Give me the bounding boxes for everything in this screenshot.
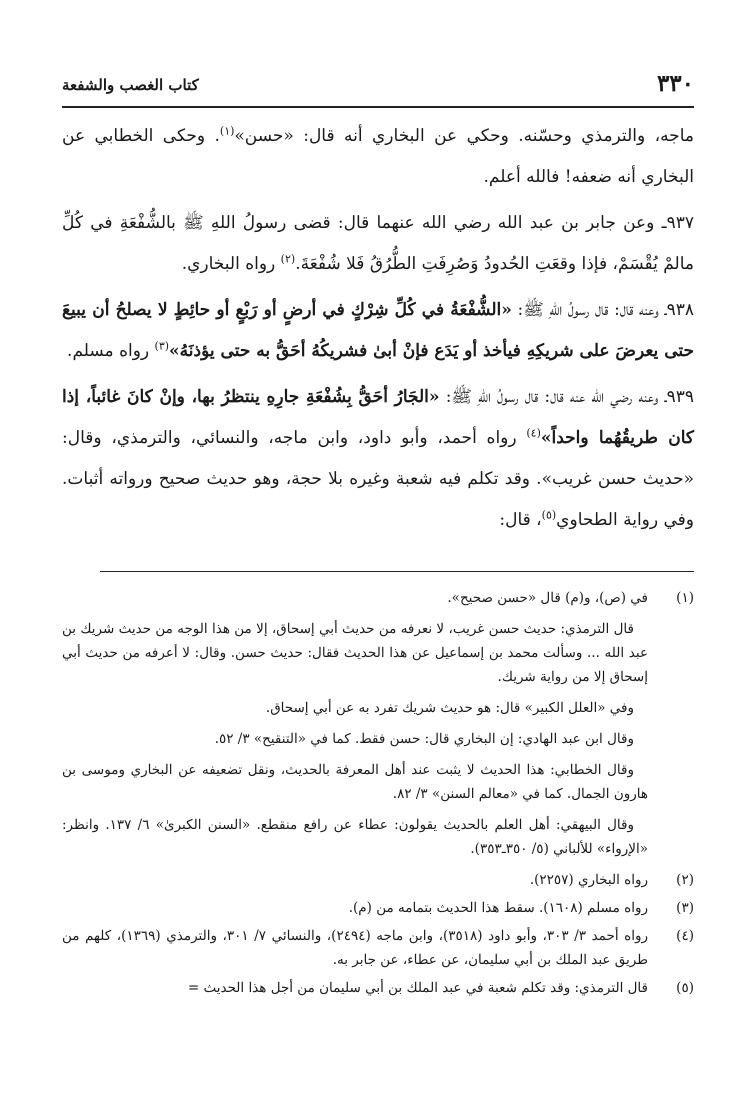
footnote-ref-4[interactable]: (٤)	[526, 426, 541, 440]
hadith-text: ، قال:	[499, 510, 542, 530]
footnote-subparagraph: وقال البيهقي: أهل العلم بالحديث يقولون: عطاء عن رافع منقطع. «السنن الكبرىٰ» ٦/ ١٣٧. وانظر: «الإرواء» للألباني (٥/ ٣٥٠ـ٣٥٣).	[62, 817, 648, 857]
footnote-1-body	[62, 617, 648, 861]
footnote-divider	[100, 571, 694, 572]
footnote-text: في (ص)، و(م) قال «حسن صحيح».	[447, 590, 648, 606]
page-number: ٣٣٠	[656, 70, 694, 97]
header-divider	[62, 106, 694, 108]
footnote-ref-5[interactable]: (٥)	[541, 508, 557, 522]
footnote-1	[62, 586, 694, 861]
page-header	[62, 70, 694, 104]
footnote-number: (٤)	[676, 928, 694, 944]
footnote-subparagraph: وفي «العلل الكبير» قال: هو حديث شريك تفرد به عن أبي إسحاق.	[265, 700, 634, 716]
footnote-number: (٣)	[676, 900, 694, 916]
footnote-3	[62, 896, 694, 920]
hadith-quote: «الشُّفْعَةُ في كُلِّ شِرْكٍ في أرضٍ أو رَبْعٍ أو حائِطٍ لا يصلحُ أن يبيعَ حتى يعرضَ على شريكِهِ فيأخذ أو يَدَع فإنْ أبىٰ فشريكُهُ أحَقُّ به حتى يؤذنَهُ»	[62, 300, 694, 361]
footnote-4	[62, 924, 694, 972]
hadith-intro: ٩٣٨ـ وعنه قال: قال رسولُ اللهِ ﷺ:	[511, 300, 694, 320]
main-text	[62, 116, 694, 546]
footnote-subparagraph: وقال الخطابي: هذا الحديث لا يثبت عند أهل المعرفة بالحديث، ونقل تضعيفه عن البخاري وموسى بن هارون الجمال. كما في «معالم السنن» ٣/ ٨٢.	[62, 762, 648, 802]
footnote-subparagraph: وقال ابن عبد الهادي: إن البخاري قال: حسن فقط. كما في «التنقيح» ٣/ ٥٢.	[214, 731, 634, 747]
footnote-text: رواه مسلم (١٦٠٨). سقط هذا الحديث بتمامه من (م).	[348, 900, 648, 916]
hadith-937	[62, 203, 694, 285]
footnote-ref-2[interactable]: (٢)	[280, 252, 296, 266]
hadith-938	[62, 290, 694, 372]
footnote-text: رواه أحمد ٣/ ٣٠٣، وأبو داود (٣٥١٨)، وابن ماجه (٢٤٩٤)، والنسائي ٧/ ٣٠١، والترمذي (١٣٦٩)، كلهم من طريق عبد الملك بن أبي سليمان، عن عطاء، عن جابر به.	[62, 928, 648, 968]
footnote-text: رواه البخاري (٢٢٥٧).	[529, 872, 648, 888]
hadith-939	[62, 377, 694, 541]
footnotes	[62, 586, 694, 1004]
paragraph-text: ماجه، والترمذي وحسّنه. وحكي عن البخاري أنه قال: «حسن»	[234, 126, 694, 146]
chapter-title: كتاب الغصب والشفعة	[62, 76, 199, 94]
footnote-5	[62, 976, 694, 1000]
footnote-number: (١)	[676, 590, 694, 606]
footnote-2	[62, 868, 694, 892]
hadith-source: رواه البخاري.	[181, 254, 281, 274]
paragraph-continuation	[62, 116, 694, 198]
footnote-number: (٥)	[676, 980, 694, 996]
footnote-ref-3[interactable]: (٣)	[154, 339, 170, 353]
hadith-quote: «الجَارُ أحَقُّ بِشُفْعَةِ جارِهِ ينتظرُ بها، وإنْ كانَ غائباً، إذا كان طريقُهُما واحداً»	[62, 387, 694, 448]
hadith-text: ٩٣٧ـ وعن جابر بن عبد الله رضي الله عنهما قال: قضى رسولُ اللهِ ﷺ بالشُّفْعَةِ في كُلِّ مالمْ يُقْسَمْ، فإذا وقعَتِ الحُدودُ وَصُرِفَتِ الطُّرُقُ فَلا شُفْعَةَ.	[62, 213, 694, 274]
footnote-number: (٢)	[676, 872, 694, 888]
footnote-ref-1[interactable]: (١)	[219, 124, 235, 138]
paragraph-text: . وحكى الخطابي عن البخاري أنه ضعفه! فالله أعلم.	[62, 126, 694, 187]
footnote-subparagraph: قال الترمذي: حديث حسن غريب، لا نعرفه من حديث أبي إسحاق، إلا من هذا الوجه من حديث شريك بن عبد الله ... وسألت محمد بن إسماعيل عن هذا الحديث فقال: حديث حسن. وقال: لا أعرفه من حديث أبي إسحاق إلا من رواية شريك.	[62, 621, 648, 685]
footnote-text: قال الترمذي: وقد تكلم شعبة في عبد الملك بن أبي سليمان من أجل هذا الحديث =	[187, 980, 648, 996]
hadith-source: رواه أحمد، وأبو داود، وابن ماجه، والنسائي، والترمذي، وقال: «حديث حسن غريب». وقد تكلم فيه شعبة وغيره بلا حجة، وهو حديث صحيح ورواته أثبات. وفي رواية الطحاوي	[62, 428, 694, 530]
hadith-intro: ٩٣٩ـ وعنه رضي الله عنه قال: قال رسولُ اللهِ ﷺ:	[439, 387, 694, 407]
hadith-source: رواه مسلم.	[67, 341, 155, 361]
